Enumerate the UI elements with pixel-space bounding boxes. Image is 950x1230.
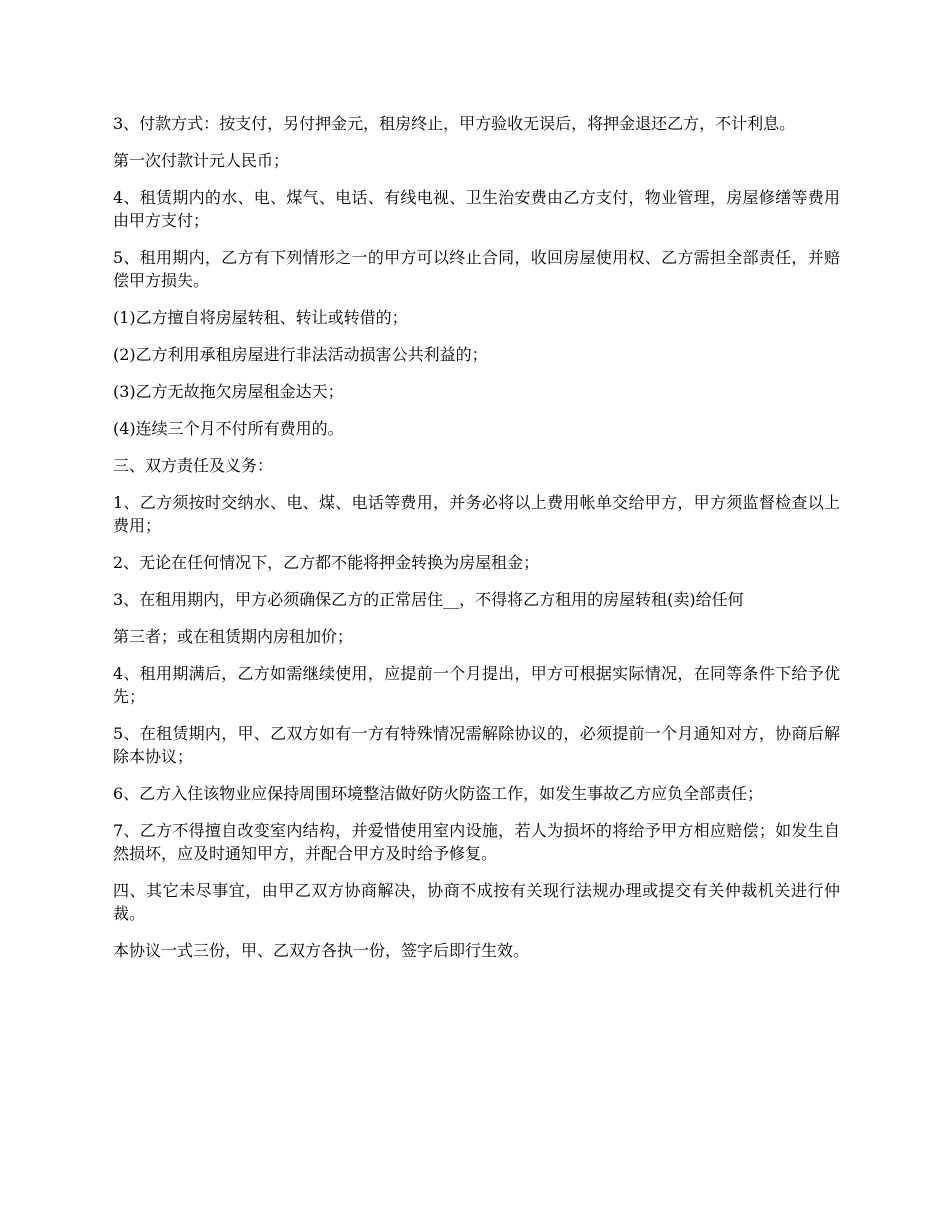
paragraph-condition-2: (2)乙方利用承租房屋进行非法活动损害公共利益的； (113, 345, 488, 364)
paragraph-first-payment: 第一次付款计元人民币； (113, 151, 290, 170)
section-heading-responsibilities: 三、双方责任及义务： (113, 456, 274, 475)
paragraph-duty-5: 5、在租赁期内，甲、乙双方如有一方有特殊情况需解除协议的，必须提前一个月通知对方，协商后解除本协议； (113, 724, 840, 766)
paragraph-duty-1: 1、乙方须按时交纳水、电、煤、电话等费用，并务必将以上费用帐单交给甲方，甲方须监督检查以上费用； (113, 493, 840, 535)
paragraph-duty-3-continued: 第三者；或在租赁期内房租加价； (113, 627, 354, 646)
paragraph-termination-conditions: 5、租用期内，乙方有下列情形之一的甲方可以终止合同，收回房屋使用权、乙方需担全部责任，并赔偿甲方损失。 (113, 248, 840, 290)
paragraph-condition-4: (4)连续三个月不付所有费用的。 (113, 419, 344, 438)
paragraph-condition-3: (3)乙方无故拖欠房屋租金达天； (113, 382, 344, 401)
paragraph-condition-1: (1)乙方擅自将房屋转租、转让或转借的； (113, 308, 408, 327)
paragraph-duty-6: 6、乙方入住该物业应保持周围环境整洁做好防火防盗工作，如发生事故乙方应负全部责任； (113, 784, 764, 803)
paragraph-duty-4: 4、租用期满后，乙方如需继续使用，应提前一个月提出，甲方可根据实际情况，在同等条件下给予优先； (113, 664, 840, 706)
paragraph-duty-2: 2、无论在任何情况下，乙方都不能将押金转换为房屋租金； (113, 553, 540, 572)
document-body (113, 112, 840, 976)
paragraph-copies: 本协议一式三份，甲、乙双方各执一份，签字后即行生效。 (113, 941, 530, 960)
paragraph-payment-method: 3、付款方式：按支付，另付押金元，租房终止，甲方验收无误后，将押金退还乙方，不计利息。 (113, 114, 796, 133)
paragraph-duty-3: 3、在租用期内，甲方必须确保乙方的正常居住__，不得将乙方租用的房屋转租(卖)给任何 (113, 590, 744, 609)
paragraph-duty-7: 7、乙方不得擅自改变室内结构，并爱惜使用室内设施，若人为损坏的将给予甲方相应赔偿；如发生自然损坏，应及时通知甲方，并配合甲方及时给予修复。 (113, 821, 840, 863)
paragraph-utilities: 4、租赁期内的水、电、煤气、电话、有线电视、卫生治安费由乙方支付，物业管理，房屋修缮等费用由甲方支付； (113, 188, 840, 230)
paragraph-other-matters: 四、其它未尽事宜，由甲乙双方协商解决，协商不成按有关现行法规办理或提交有关仲裁机关进行仲裁。 (113, 881, 840, 923)
